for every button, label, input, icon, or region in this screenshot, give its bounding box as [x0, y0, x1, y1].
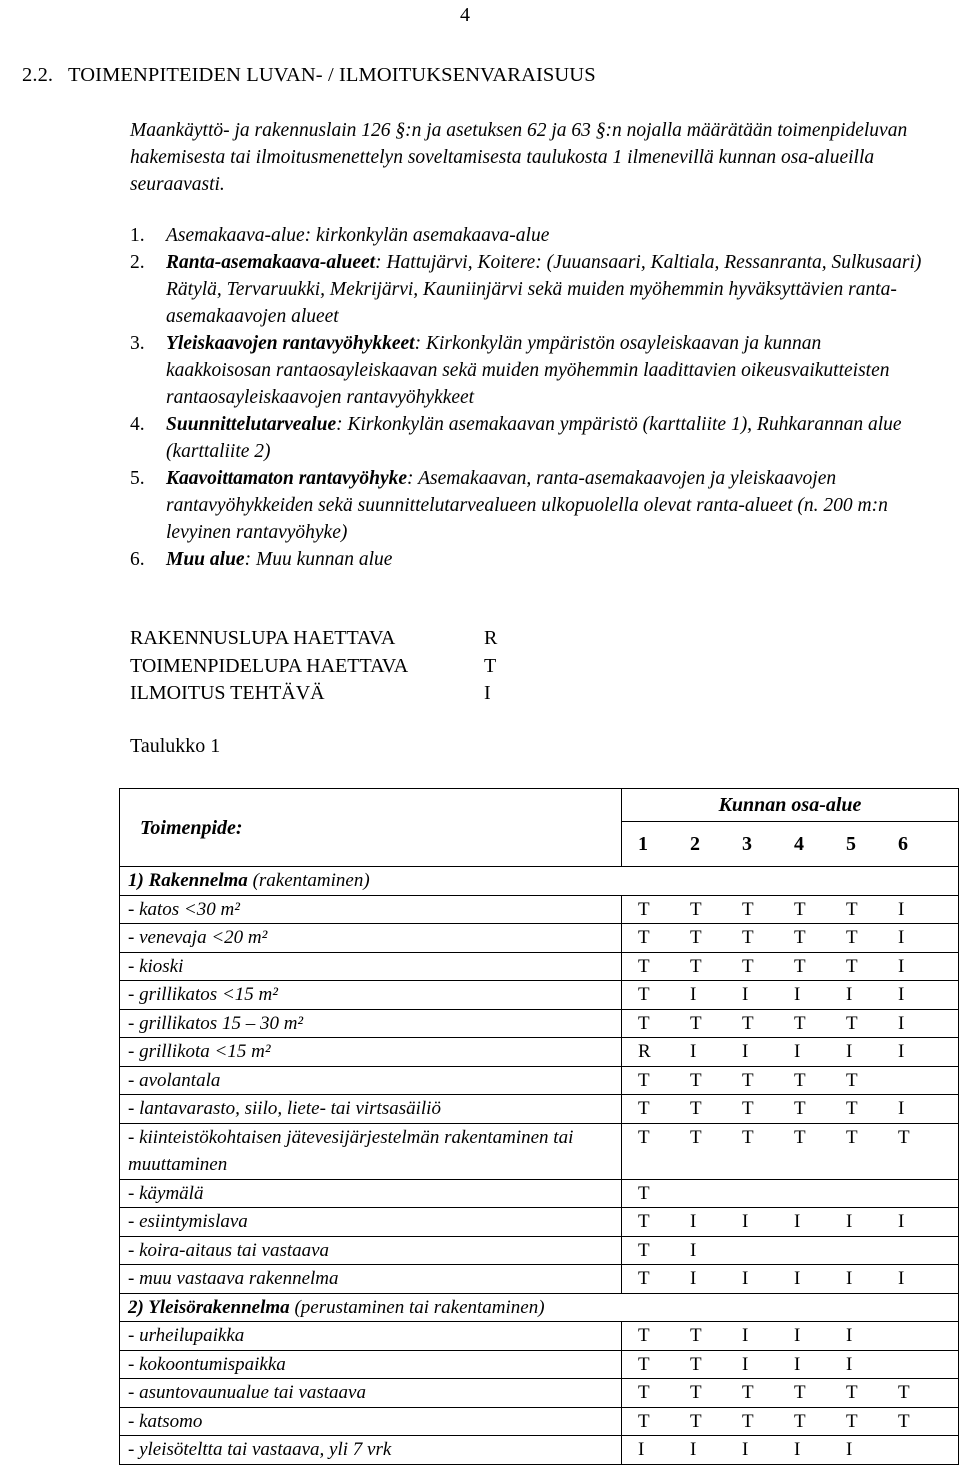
row-label: - urheilupaikka [120, 1322, 622, 1351]
row-codes [622, 1265, 959, 1294]
permit-code [846, 1180, 898, 1207]
legend-row [130, 625, 497, 653]
permit-code: T [690, 1098, 702, 1119]
group-subtitle: (perustaminen tai rakentaminen) [289, 1296, 545, 1318]
permit-code: I [794, 984, 801, 1005]
area-list [130, 222, 930, 573]
permit-code: I [794, 1353, 801, 1375]
permit-code: T [898, 1410, 910, 1432]
permit-code: T [690, 898, 702, 920]
row-label: - koira-aitaus tai vastaava [120, 1236, 622, 1265]
permit-code: I [898, 1211, 905, 1232]
legend-label: RAKENNUSLUPA HAETTAVA [130, 627, 396, 649]
row-codes [622, 1236, 959, 1265]
permit-code: I [898, 955, 905, 977]
row-codes [622, 1123, 959, 1179]
permit-code: T [690, 1410, 702, 1432]
codes-wrap [638, 1265, 950, 1292]
codes-wrap [638, 1408, 950, 1435]
area-item-name: Yleiskaavojen rantavyöhykkeet [166, 333, 415, 354]
permit-code: T [638, 1182, 650, 1204]
area-item-text: : Kirkonkylän asemakaavan ympäristö (karttaliite 1), Ruhkarannan alue (karttaliite 2) [166, 414, 902, 462]
row-codes [622, 1379, 959, 1408]
permit-code: T [846, 1126, 858, 1148]
permit-code [846, 1237, 898, 1264]
permit-code: T [846, 1382, 858, 1403]
permit-code [742, 1237, 794, 1264]
row-label: - muu vastaava rakennelma [120, 1265, 622, 1294]
permit-code: T [638, 1211, 650, 1232]
area-list-item [130, 330, 930, 411]
permit-code: T [794, 1382, 806, 1403]
row-codes [622, 1436, 959, 1465]
area-item-name: Kaavoittamaton rantavyöhyke [166, 468, 408, 489]
permit-code: T [690, 1353, 702, 1375]
codes-wrap [638, 896, 950, 923]
section-heading [22, 64, 596, 87]
row-codes [622, 1322, 959, 1351]
area-list-item [130, 222, 930, 249]
table-row [120, 1123, 959, 1179]
permit-code: I [898, 1041, 905, 1062]
permit-code: T [638, 1239, 650, 1261]
row-codes [622, 952, 959, 981]
permit-code: I [690, 1439, 697, 1460]
row-codes [622, 1038, 959, 1067]
permit-code: T [690, 1382, 702, 1403]
permit-code: T [794, 1069, 806, 1091]
row-codes [622, 895, 959, 924]
codes-wrap [638, 1237, 950, 1264]
permit-code: I [742, 1268, 749, 1289]
table-row [120, 1436, 959, 1465]
table-row [120, 981, 959, 1010]
permit-code: I [742, 1211, 749, 1232]
row-label: - grillikota <15 m² [120, 1038, 622, 1067]
row-label: - avolantala [120, 1066, 622, 1095]
table-row [120, 1208, 959, 1237]
permit-code: I [742, 1353, 749, 1375]
permit-code: T [794, 1126, 806, 1148]
area-item-number: 2. [130, 252, 145, 273]
permit-code: I [846, 1268, 853, 1289]
area-list-item [130, 546, 930, 573]
legend [130, 625, 497, 708]
permit-code: T [690, 1069, 702, 1091]
permit-code: T [638, 1012, 650, 1034]
table-header-row [120, 789, 959, 822]
codes-wrap [638, 1180, 950, 1207]
permit-code: T [846, 927, 858, 948]
legend-label: TOIMENPIDELUPA HAETTAVA [130, 654, 409, 677]
row-codes [622, 1179, 959, 1208]
permit-code [898, 1067, 950, 1094]
permit-code: T [638, 1098, 650, 1119]
area-item-name: Suunnittelutarvealue [166, 414, 337, 435]
permit-code: T [742, 1126, 754, 1148]
area-item-text: : Hattujärvi, Koitere: (Juuansaari, Kaltiala, Ressanranta, Sulkusaari) Rätylä, Tervaruukki, Mekrijärvi, Kauniinjärvi sekä muiden myöhemmin hyväksyttävien ranta-asemakaavojen alueet [166, 252, 922, 327]
table-row [120, 1066, 959, 1095]
codes-wrap [638, 1067, 950, 1094]
table-row [120, 1407, 959, 1436]
permit-code: T [638, 955, 650, 977]
area-list-item [130, 249, 930, 330]
permit-code: I [742, 1325, 749, 1346]
area-numbers [622, 822, 959, 867]
codes-wrap [638, 1379, 950, 1406]
row-label: - esiintymislava [120, 1208, 622, 1237]
permit-code: T [846, 1410, 858, 1432]
permit-code: T [742, 1069, 754, 1091]
permit-code: I [638, 1439, 645, 1460]
permit-code: T [690, 1126, 702, 1148]
table-row [120, 1095, 959, 1124]
intro-paragraph: Maankäyttö- ja rakennuslain 126 §:n ja asetuksen 62 ja 63 §:n nojalla määrätään toimenpideluvan hakemisesta tai ilmoitusmenettelyn soveltamisesta taulukosta 1 ilmenevillä kunnan osa-alueilla seuraavasti. [130, 120, 908, 195]
permit-code: T [742, 1410, 754, 1432]
row-codes [622, 1407, 959, 1436]
row-label: - venevaja <20 m² [120, 924, 622, 953]
area-number: 6 [898, 833, 908, 855]
table-row [120, 1350, 959, 1379]
codes-wrap [638, 1208, 950, 1235]
permit-code: I [690, 1268, 697, 1289]
group-title: 1) Rakennelma [128, 870, 248, 891]
permit-code: I [690, 1239, 697, 1261]
permit-code: T [742, 1382, 754, 1403]
area-item-text: : Muu kunnan alue [244, 549, 393, 570]
permit-code: T [638, 927, 650, 948]
row-label: - katsomo [120, 1407, 622, 1436]
area-item-text: : kirkonkylän asemakaava-alue [304, 225, 550, 246]
table-row [120, 1009, 959, 1038]
permit-code: T [690, 927, 702, 948]
permit-code: I [690, 984, 697, 1005]
permit-code: T [898, 1126, 910, 1148]
permit-code: I [846, 1041, 853, 1062]
permit-code: I [898, 1098, 905, 1119]
area-list-item [130, 411, 930, 465]
table-row [120, 895, 959, 924]
permit-code: T [638, 984, 650, 1005]
table-row [120, 1322, 959, 1351]
permit-code: I [794, 1439, 801, 1460]
row-codes [622, 1009, 959, 1038]
permit-code: T [794, 1410, 806, 1432]
table-caption: Taulukko 1 [130, 735, 221, 757]
row-label: - grillikatos <15 m² [120, 981, 622, 1010]
permit-code: I [794, 1268, 801, 1289]
legend-row [130, 653, 497, 681]
page-number: 4 [460, 4, 470, 26]
permit-code [794, 1237, 846, 1264]
area-list-item [130, 465, 930, 546]
permit-code: I [742, 1041, 749, 1062]
area-item-number: 1. [130, 225, 145, 246]
legend-row [130, 680, 497, 708]
permit-code: T [846, 1069, 858, 1091]
area-item-name: Ranta-asemakaava-alueet [166, 252, 376, 273]
permit-code: I [898, 927, 905, 948]
area-item-number: 4. [130, 414, 145, 435]
legend-code: T [484, 654, 497, 677]
codes-wrap [638, 1351, 950, 1378]
permit-code: T [846, 898, 858, 920]
group-title: 2) Yleisörakennelma [128, 1296, 290, 1318]
codes-wrap [638, 1095, 950, 1122]
group-subtitle: (rakentaminen) [247, 870, 370, 891]
permit-code: I [690, 1211, 697, 1232]
permit-code: I [846, 1353, 853, 1375]
permit-code: T [638, 898, 650, 920]
permit-code: T [742, 898, 754, 920]
permit-code: T [794, 955, 806, 977]
permit-code [690, 1180, 742, 1207]
row-label [120, 867, 959, 896]
area-item-name: Muu alue [166, 549, 245, 570]
col-header-toimenpide: Toimenpide: [120, 789, 622, 867]
permit-code: I [846, 1439, 853, 1460]
permit-code: T [742, 955, 754, 977]
area-item-number: 6. [130, 549, 145, 570]
permit-code [898, 1436, 950, 1463]
area-number: 3 [742, 833, 752, 855]
row-label: - grillikatos 15 – 30 m² [120, 1009, 622, 1038]
permit-code: I [898, 1268, 905, 1289]
permit-code: I [846, 984, 853, 1005]
area-number: 4 [794, 833, 804, 855]
permit-code: I [794, 1211, 801, 1232]
codes-wrap [638, 1124, 950, 1151]
table-group-row [120, 1293, 959, 1322]
permit-table [119, 788, 959, 1465]
permit-code: I [846, 1325, 853, 1346]
section-number: 2.2. [22, 64, 54, 86]
area-item-number: 3. [130, 333, 145, 354]
permit-code: T [690, 955, 702, 977]
codes-wrap [638, 1038, 950, 1065]
codes-wrap [638, 924, 950, 951]
area-item-text: : Kirkonkylän ympäristön osayleiskaavan ja kunnan kaakkoisosan rantaosayleiskaavan sekä muiden myöhemmin laadittavien oikeusvaikutteisten rantaosayleiskaavojen rantavyöhykkeet [166, 333, 890, 408]
permit-code: I [742, 984, 749, 1005]
legend-code: R [484, 627, 498, 649]
permit-code: T [638, 1353, 650, 1375]
permit-code: T [794, 927, 806, 948]
codes-wrap [638, 981, 950, 1008]
permit-code: I [794, 1325, 801, 1346]
legend-code: I [484, 682, 491, 704]
row-label: - yleisöteltta tai vastaava, yli 7 vrk [120, 1436, 622, 1465]
permit-code: I [898, 898, 905, 920]
permit-code: T [898, 1382, 910, 1403]
col-header-area: Kunnan osa-alue [622, 789, 959, 822]
area-item-text: : Asemakaavan, ranta-asemakaavojen ja yleiskaavojen rantavyöhykkeiden sekä suunnittelutarvealueen ulkopuolella olevat ranta-alueet (n. 200 m:n levyinen rantavyöhyke) [166, 468, 888, 543]
permit-code: T [742, 1012, 754, 1034]
row-codes [622, 1350, 959, 1379]
permit-code: T [742, 1098, 754, 1119]
table-row [120, 1038, 959, 1067]
row-label: - katos <30 m² [120, 895, 622, 924]
row-label: - kioski [120, 952, 622, 981]
codes-wrap [638, 953, 950, 980]
row-label: - asuntovaunualue tai vastaava [120, 1379, 622, 1408]
row-label: - käymälä [120, 1179, 622, 1208]
row-label: - kiinteistökohtaisen jätevesijärjestelmän rakentaminen tai muuttaminen [120, 1123, 622, 1179]
row-codes [622, 924, 959, 953]
permit-code [742, 1180, 794, 1207]
area-number: 1 [638, 833, 648, 855]
permit-code: T [638, 1410, 650, 1432]
codes-wrap [638, 1436, 950, 1463]
table-row [120, 1179, 959, 1208]
permit-code: T [690, 1325, 702, 1346]
permit-code: T [690, 1012, 702, 1034]
table-group-row [120, 867, 959, 896]
permit-code: I [846, 1211, 853, 1232]
permit-code: R [638, 1041, 651, 1062]
row-codes [622, 1095, 959, 1124]
permit-code: T [794, 1098, 806, 1119]
area-number: 2 [690, 833, 700, 855]
permit-code: T [794, 898, 806, 920]
permit-code [898, 1180, 950, 1207]
permit-code: T [794, 1012, 806, 1034]
permit-code: I [898, 1012, 905, 1034]
table-row [120, 1236, 959, 1265]
row-codes [622, 1208, 959, 1237]
table-row [120, 952, 959, 981]
table-row [120, 1379, 959, 1408]
row-codes [622, 1066, 959, 1095]
legend-label: ILMOITUS TEHTÄVÄ [130, 682, 325, 704]
permit-code: T [638, 1126, 650, 1148]
area-number: 5 [846, 833, 856, 855]
area-item-number: 5. [130, 468, 145, 489]
permit-code: T [638, 1325, 650, 1346]
permit-code: T [846, 955, 858, 977]
permit-code: T [742, 927, 754, 948]
codes-wrap [638, 1010, 950, 1037]
permit-code: T [638, 1069, 650, 1091]
table-row [120, 924, 959, 953]
permit-code [898, 1322, 950, 1349]
row-codes [622, 981, 959, 1010]
permit-code: I [690, 1041, 697, 1062]
permit-code: I [898, 984, 905, 1005]
row-label: - kokoontumispaikka [120, 1350, 622, 1379]
codes-wrap [638, 1322, 950, 1349]
row-label: - lantavarasto, siilo, liete- tai virtsasäiliö [120, 1095, 622, 1124]
row-label [120, 1293, 959, 1322]
permit-code: T [846, 1098, 858, 1119]
area-item-name: Asemakaava-alue [166, 225, 305, 246]
permit-code: T [638, 1268, 650, 1289]
permit-code [898, 1351, 950, 1378]
permit-code: I [794, 1041, 801, 1062]
permit-code: T [846, 1012, 858, 1034]
permit-code: T [638, 1382, 650, 1403]
section-title: TOIMENPITEIDEN LUVAN- / ILMOITUKSENVARAISUUS [68, 64, 596, 86]
permit-code: I [742, 1439, 749, 1460]
permit-code [898, 1237, 950, 1264]
permit-code [794, 1180, 846, 1207]
table-row [120, 1265, 959, 1294]
